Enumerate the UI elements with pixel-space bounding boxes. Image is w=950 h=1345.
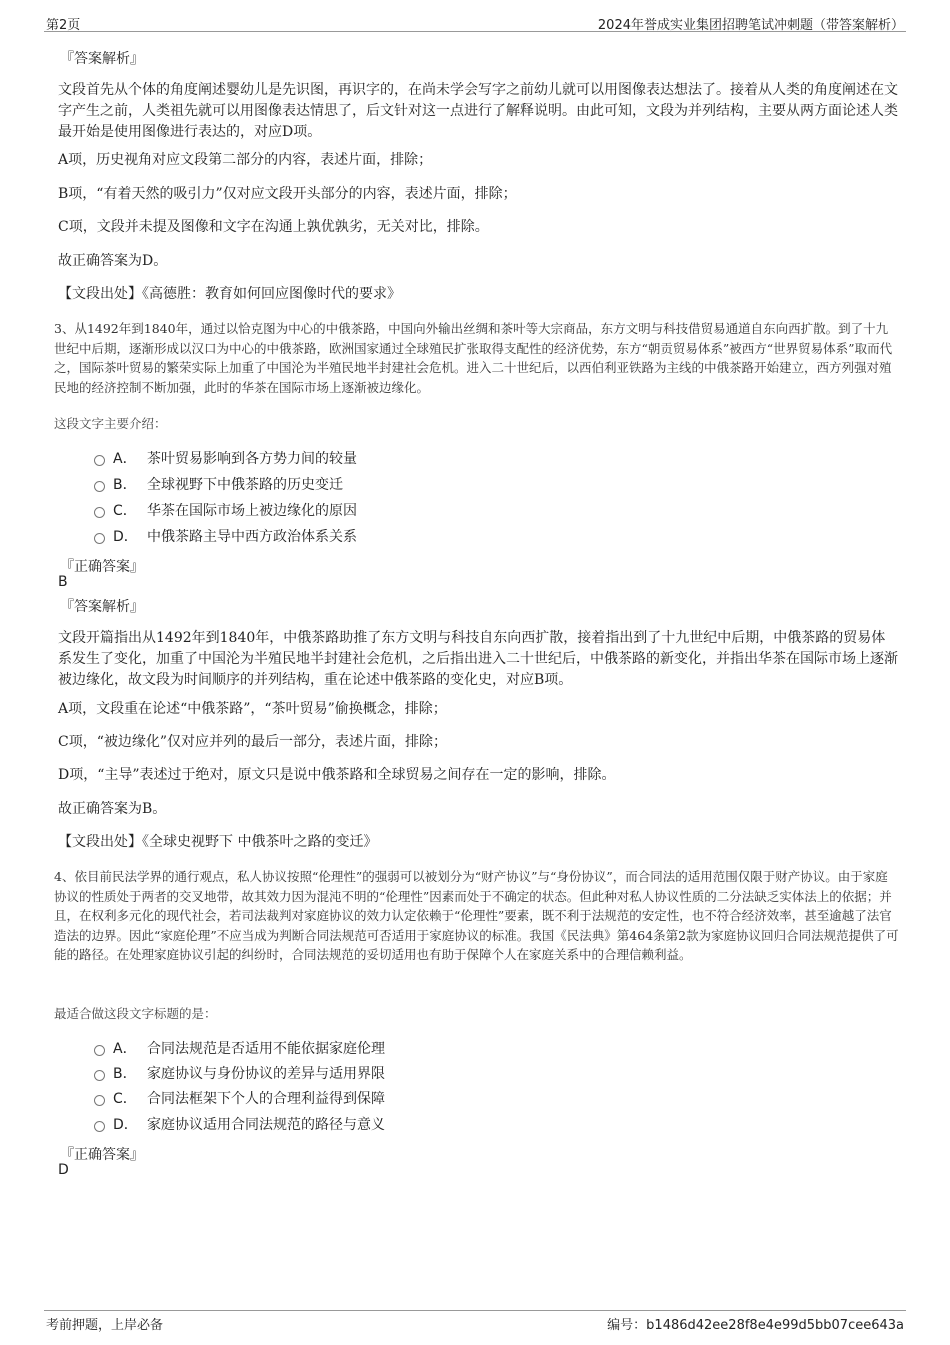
q3-point-c: C项，“被边缘化”仅对应并列的最后一部分，表述片面，排除；	[58, 734, 448, 750]
q4-answer-label: 『正确答案』	[60, 1147, 144, 1163]
q4-prompt: 最适合做这段文字标题的是：	[54, 1006, 217, 1021]
option-letter: D．	[113, 1117, 138, 1133]
option-text: 茶叶贸易影响到各方势力间的较量	[147, 451, 357, 467]
radio-icon[interactable]	[94, 455, 105, 466]
q3-option-d[interactable]	[94, 525, 357, 547]
option-letter: B．	[113, 477, 137, 493]
q4-answer: D	[58, 1162, 69, 1178]
q3-answer-label: 『正确答案』	[60, 559, 144, 575]
q2-point-c: C项，文段并未提及图像和文字在沟通上孰优孰劣，无关对比，排除。	[58, 219, 489, 235]
radio-icon[interactable]	[94, 481, 105, 492]
footer-slogan: 考前押题，上岸必备	[46, 1318, 164, 1333]
option-text: 华茶在国际市场上被边缘化的原因	[147, 503, 357, 519]
q3-option-b[interactable]	[94, 473, 343, 495]
option-text: 家庭协议适用合同法规范的路径与意义	[147, 1117, 385, 1133]
option-letter: B．	[113, 1066, 137, 1082]
option-text: 家庭协议与身份协议的差异与适用界限	[147, 1066, 385, 1082]
q3-conclusion: 故正确答案为B。	[58, 801, 167, 817]
header-divider	[44, 31, 906, 32]
radio-icon[interactable]	[94, 1121, 105, 1132]
q3-stem: 3、从1492年到1840年，通过以恰克图为中心的中俄茶路，中国向外输出丝绸和茶叶等大宗商品，东方文明与科技借贸易通道自东向西扩散。到了十九世纪中后期，逐渐形成以汉口为中心的中俄茶路，欧洲国家通过全球殖民扩张取得支配性的经济优势，东方“朝贡贸易体系”被西方“世界贸易体系”取而代之，国际茶叶贸易的繁荣实际上加重了中国沦为半殖民地半封建社会危机。进入二十世纪后，以西伯利亚铁路为主线的中俄茶路开始建立，西方列强对殖民地的经济控制不断加强，此时的华茶在国际市场上逐渐被边缘化。	[54, 321, 893, 395]
q3-analysis-text: 文段开篇指出从1492年到1840年，中俄茶路助推了东方文明与科技自东向西扩散，接着指出到了十九世纪中后期，中俄茶路的贸易体系发生了变化，加重了中国沦为半殖民地半封建社会危机，之后指出进入二十世纪后，中俄茶路的新变化，并指出华茶在国际市场上逐渐被边缘化，故文段为时间顺序的并列结构，重在论述中俄茶路的变化史，对应B项。	[58, 630, 898, 688]
q3-analysis-label: 『答案解析』	[60, 599, 144, 615]
radio-icon[interactable]	[94, 507, 105, 518]
option-letter: C．	[113, 503, 137, 519]
footer-divider	[44, 1310, 906, 1311]
option-letter: A．	[113, 451, 137, 467]
q3-point-a: A项，文段重在论述“中俄茶路”，“茶叶贸易”偷换概念，排除；	[58, 701, 447, 717]
q2-analysis-text: 文段首先从个体的角度阐述婴幼儿是先识图，再识字的，在尚未学会写字之前幼儿就可以用图像表达想法了。接着从人类的角度阐述在文字产生之前，人类祖先就可以用图像表达情思了，后文针对这一点进行了解释说明。由此可知，文段为并列结构，主要从两方面论述人类最开始是使用图像进行表达的，对应D项。	[58, 82, 898, 140]
option-text: 合同法框架下个人的合理利益得到保障	[147, 1091, 385, 1107]
q3-point-d: D项，“主导”表述过于绝对，原文只是说中俄茶路和全球贸易之间存在一定的影响，排除。	[58, 767, 616, 783]
option-letter: C．	[113, 1091, 137, 1107]
q2-analysis-label: 『答案解析』	[60, 51, 144, 67]
radio-icon[interactable]	[94, 1070, 105, 1081]
q2-point-b: B项，“有着天然的吸引力”仅对应文段开头部分的内容，表述片面，排除；	[58, 186, 517, 202]
option-text: 合同法规范是否适用不能依据家庭伦理	[147, 1041, 385, 1057]
q4-option-a[interactable]	[94, 1037, 385, 1059]
q2-source: 【文段出处】《高德胜：教育如何回应图像时代的要求》	[58, 286, 401, 302]
q3-option-a[interactable]	[94, 447, 357, 469]
radio-icon[interactable]	[94, 1045, 105, 1056]
q4-stem: 4、依目前民法学界的通行观点，私人协议按照“伦理性”的强弱可以被划分为“财产协议”与“身份协议”，而合同法的适用范围仅限于财产协议。由于家庭协议的性质处于两者的交叉地带，故其效力因为混沌不明的“伦理性”因素而处于不确定的状态。但此种对私人协议性质的二分法缺乏实体法上的依据；并且，在权利多元化的现代社会，若司法裁判对家庭协议的效力认定依赖于“伦理性”要素，既不利于法规范的安定性，也不符合经济效率，甚至逾越了法官造法的边界。因此“家庭伦理”不应当成为判断合同法规范可否适用于家庭协议的标准。我国《民法典》第464条第2款为家庭协议回归合同法规范提供了可能的路径。在处理家庭协议引起的纠纷时，合同法规范的妥切适用也有助于保障个人在家庭关系中的合理信赖利益。	[54, 869, 899, 962]
q4-option-d[interactable]	[94, 1113, 385, 1135]
q2-conclusion: 故正确答案为D。	[58, 253, 168, 269]
radio-icon[interactable]	[94, 1095, 105, 1106]
page-number: 第2页	[46, 18, 81, 33]
q2-point-a: A项，历史视角对应文段第二部分的内容，表述片面，排除；	[58, 152, 433, 168]
q3-source: 【文段出处】《全球史视野下 中俄茶叶之路的变迁》	[58, 834, 378, 850]
document-title: 2024年誉成实业集团招聘笔试冲刺题（带答案解析）	[597, 18, 904, 33]
q3-answer: B	[58, 574, 68, 590]
footer-serial: 编号：b1486d42ee28f8e4e99d5bb07cee643a	[607, 1318, 904, 1333]
q4-option-b[interactable]	[94, 1062, 385, 1084]
option-letter: A．	[113, 1041, 137, 1057]
option-letter: D．	[113, 529, 138, 545]
radio-icon[interactable]	[94, 533, 105, 544]
option-text: 全球视野下中俄茶路的历史变迁	[147, 477, 343, 493]
q3-prompt: 这段文字主要介绍：	[54, 416, 167, 431]
q4-option-c[interactable]	[94, 1087, 385, 1109]
option-text: 中俄茶路主导中西方政治体系关系	[147, 529, 357, 545]
q3-option-c[interactable]	[94, 499, 357, 521]
